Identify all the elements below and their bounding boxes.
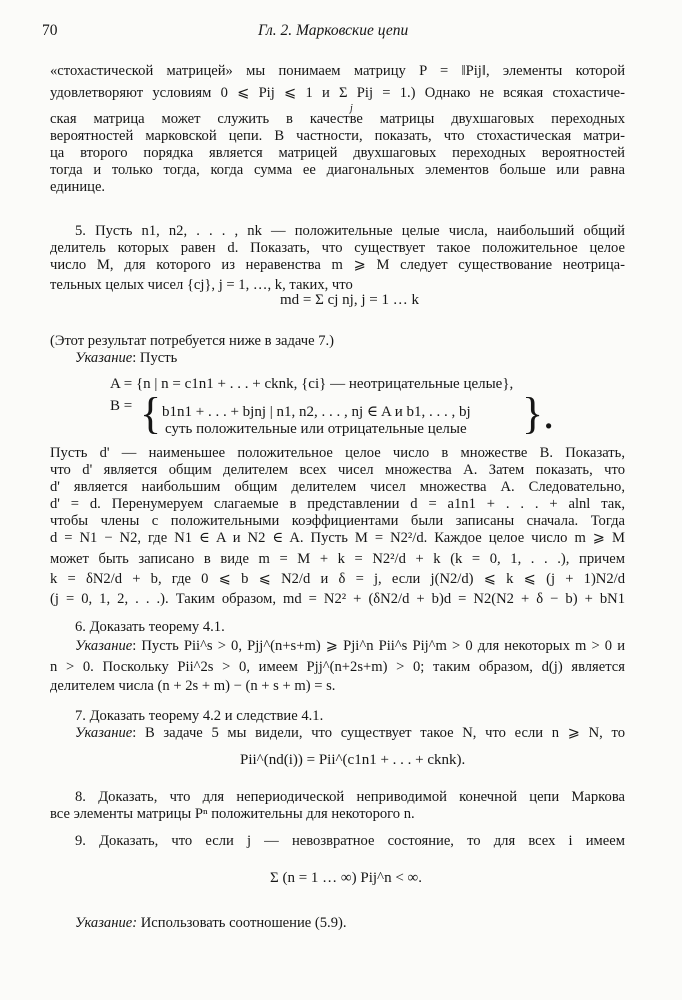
hint-label: Указание — [75, 638, 133, 654]
running-title: Гл. 2. Марковские цепи — [258, 22, 409, 39]
text-line: (j = 0, 1, 2, . . .). Таким образом, md = N2² + (δN2/d + b)d = N2(N2 + δ − b) + bN1 — [50, 591, 625, 607]
formula-p9: Σ (n = 1 … ∞) Pij^n < ∞. — [270, 870, 422, 886]
text-line: (Этот результат потребуется ниже в задаче 7.) — [50, 333, 335, 349]
hint-line — [75, 637, 625, 655]
text-line: вероятностей марковской цепи. В частности, показать, что стохастическая матри- — [50, 128, 625, 144]
hint-text: Использовать соотношение (5.9). — [140, 915, 347, 931]
text-line: тельных целых чисел {cj}, j = 1, …, k, таких, что — [50, 277, 353, 293]
text-line: что d' является общим делителем всех чисел множества A. Затем показать, что — [50, 462, 625, 478]
set-b-prefix: B = — [110, 398, 133, 414]
text-line: единице. — [50, 179, 106, 195]
hint-text: : Пусть Pii^s > 0, Pjj^(n+s+m) ⩾ Pji^n Pii^s Pij^m > 0 для некоторых m > 0 и — [132, 638, 625, 654]
hint-line — [75, 914, 625, 932]
text-line: n > 0. Поскольку Pii^2s > 0, имеем Pjj^(n+2s+m) > 0; таким образом, d(j) является — [50, 659, 625, 675]
hint-label: Указание — [75, 350, 133, 366]
set-b-line-2: суть положительные или отрицательные целые — [165, 421, 467, 437]
hint-text: : В задаче 5 мы видели, что существует такое N, что если n ⩾ N, то — [132, 725, 625, 741]
text-line: d = N1 − N2, где N1 ∈ A и N2 ∈ A. Пусть M = N2²/d. Каждое целое число m ⩾ M — [50, 530, 625, 546]
problem-5-start: 5. Пусть n1, n2, . . . , nk — положительные целые числа, наибольший общий — [75, 223, 625, 239]
text-line: d' является наибольшим общим делителем чисел множества A. Следовательно, — [50, 479, 625, 495]
text-line: d' = d. Перенумеруем слагаемые в представлении d = a1n1 + . . . + alnl так, — [50, 496, 625, 512]
text-line: удовлетворяют условиям 0 ⩽ Pij ⩽ 1 и Σ Pij = 1.) Однако не всякая стохастиче- — [50, 85, 625, 101]
text-line: делитель которых равен d. Показать, что существует такое положительное целое — [50, 240, 625, 256]
hint-text: : Пусть — [132, 350, 178, 366]
hint-line — [75, 724, 625, 742]
text-line: все элементы матрицы Pⁿ положительны для некоторого n. — [50, 806, 415, 822]
text-line: может быть записано в виде m = M + k = N2²/d + k (k = 0, 1, . . .), причем — [50, 551, 625, 567]
formula-set-a: A = {n | n = c1n1 + . . . + cknk, {ci} — неотрицательные целые}, — [110, 376, 514, 392]
text-line: тогда и только тогда, когда сумма ее диагональных элементов больше или равна — [50, 162, 625, 178]
left-brace: { — [140, 389, 162, 438]
problem-8-start: 8. Доказать, что для непериодической неприводимой конечной цепи Маркова — [75, 789, 625, 805]
text-line: число M, для которого из неравенства m ⩾ M следует существование неотрица- — [50, 257, 625, 273]
right-brace: }. — [522, 389, 555, 438]
formula-p7: Pii^(nd(i)) = Pii^(c1n1 + . . . + cknk). — [240, 752, 466, 768]
text-line: Пусть d' — наименьшее положительное целое число в множестве B. Показать, — [50, 445, 625, 461]
text-line: ца второго порядка является матрицей двухшаговых переходных вероятностей — [50, 145, 625, 161]
text-line: чтобы члены с положительными коэффициентами были записаны сначала. Тогда — [50, 513, 625, 529]
problem-9-start: 9. Доказать, что если j — невозвратное состояние, то для всех i имеем — [75, 833, 625, 849]
hint-line — [75, 349, 625, 367]
text-line: «стохастической матрицей» мы понимаем матрицу P = ‖Pij‖, элементы которой — [50, 63, 625, 79]
set-b-line-1: b1n1 + . . . + bjnj | n1, n2, . . . , nj ∈ A и b1, . . . , bj — [162, 404, 471, 420]
sum-index: j — [350, 103, 353, 114]
problem-6-start: 6. Доказать теорему 4.1. — [75, 619, 225, 635]
problem-7-start: 7. Доказать теорему 4.2 и следствие 4.1. — [75, 708, 324, 724]
formula-md: md = Σ cj nj, j = 1 … k — [280, 292, 419, 308]
text-line: k = δN2/d + b, где 0 ⩽ b ⩽ N2/d и δ = j, если j(N2/d) ⩽ k ⩽ (j + 1)N2/d — [50, 571, 625, 587]
text-line: ская матрица может служить в качестве матрицы двухшаговых переходных — [50, 111, 625, 127]
hint-label: Указание: — [75, 915, 138, 931]
hint-label: Указание — [75, 725, 133, 741]
formula-set-b — [110, 398, 132, 415]
text-line: делителем числа (n + 2s + m) − (n + s + m) = s. — [50, 678, 336, 694]
page-number: 70 — [42, 22, 58, 39]
